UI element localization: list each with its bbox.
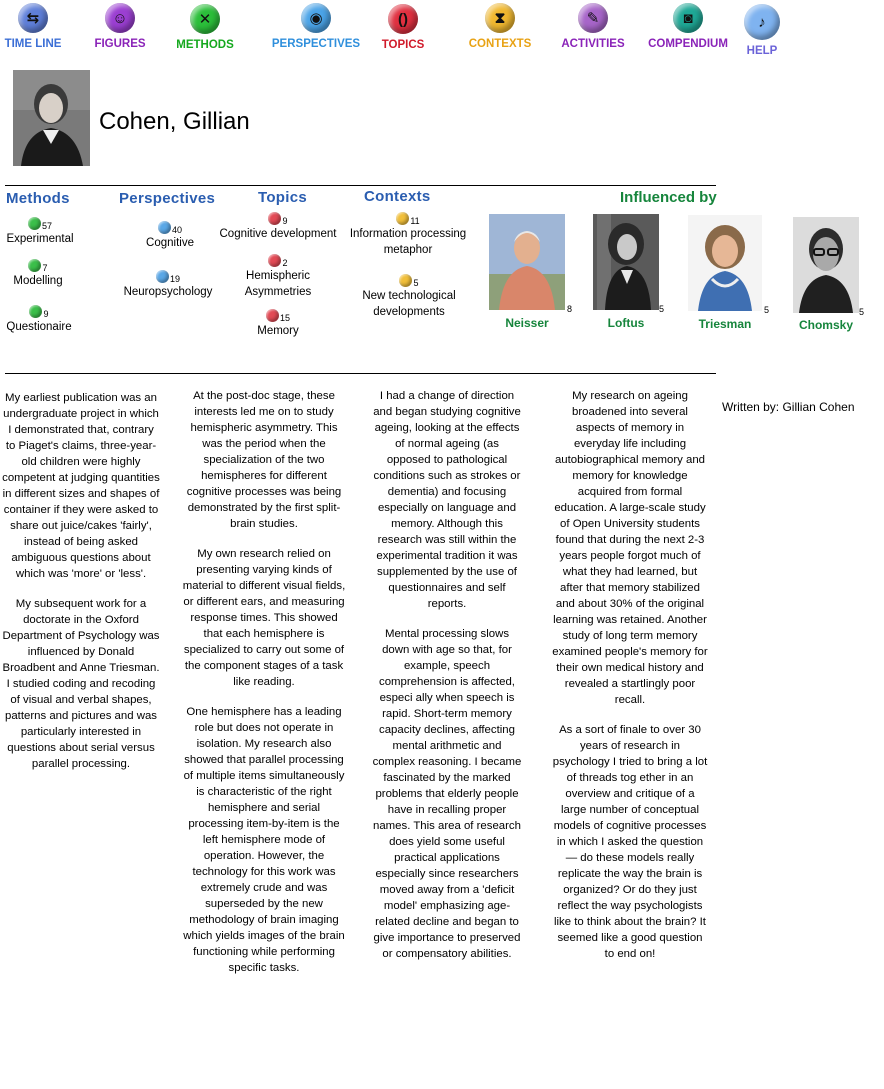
count: 9 (282, 216, 288, 226)
perspective-cognitive[interactable] (130, 218, 210, 251)
paragraph: One hemisphere has a leading role but does not operate in isolation. My research also showed that parallel processing of multiple items simultaneously is characteristic of the right hemisphere and serial processing item-by-item is the left hemisphere mode of operation. However, the technology for this work was extremely crude and was superseded by the new methodology of brain imaging which yields images of the brain functioning while performing specific tasks. (183, 706, 345, 974)
paragraph: At the post-doc stage, these interests led me on to study hemispheric asymmetry. This was the period when the specialization of the two hemispheres for different cognitive processes was being demonstrated by the first split-brain studies. (186, 390, 342, 530)
count: 40 (171, 225, 182, 235)
count: 5 (413, 278, 419, 288)
activities-icon: ✎ (578, 3, 608, 33)
methods-icon (28, 259, 41, 272)
perspective-label: Neuropsychology (123, 286, 213, 298)
nav-label: CONTEXTS (468, 38, 532, 50)
contexts-icon: ⧗ (485, 3, 515, 33)
count: 19 (169, 274, 180, 284)
perspectives-icon (156, 270, 169, 283)
nav-topics[interactable] (377, 4, 429, 51)
nav-timeline[interactable] (4, 3, 62, 50)
topic-cognitive-development[interactable] (210, 209, 346, 242)
nav-label: COMPENDIUM (648, 38, 728, 50)
nav-label: TIME LINE (4, 38, 62, 50)
figures-icon: ☺ (105, 3, 135, 33)
method-label: Questionaire (6, 321, 72, 333)
person-name: Neisser (505, 316, 549, 330)
influenced-title: Influenced by (620, 189, 717, 206)
nav-label: FIGURES (94, 38, 146, 50)
timeline-icon: ⇆ (18, 3, 48, 33)
chomsky-photo (793, 217, 859, 313)
context-label: New technological developments (362, 290, 456, 318)
nav-label: ACTIVITIES (561, 38, 625, 50)
person-name: Chomsky (798, 318, 854, 332)
profile-name: Cohen, Gillian (99, 108, 250, 135)
nav-contexts[interactable] (466, 3, 534, 50)
nav-help[interactable] (738, 4, 786, 57)
count: 5 (764, 305, 770, 315)
count: 8 (567, 304, 573, 314)
context-new-technological[interactable] (350, 271, 468, 320)
paragraph: My research on ageing broadened into several aspects of memory in everyday life including autobiographical memory and memory for knowledge acquired from formal education. A large-scale study of Open University students found that during the next 2-3 years people forgot much of what they had learned, but after that memory stabilized and about 30% of the original learning was retained. Another study of long term memory examined people's memory for their own medical history and revealed a startlingly poor recall. (552, 390, 708, 706)
topics-icon: () (388, 4, 418, 34)
method-label: Modelling (13, 275, 63, 287)
nav-perspectives[interactable] (270, 3, 362, 50)
methods-icon (29, 305, 42, 318)
loftus-photo (593, 214, 659, 310)
triesman-photo (688, 215, 762, 311)
count: 15 (279, 313, 290, 323)
influence-loftus[interactable] (593, 214, 665, 330)
influence-triesman[interactable] (688, 215, 770, 331)
paragraph: Mental processing slows down with age so that, for example, speech comprehension is affected, especi ally when speech is rapid. Short-term memory capacity declines, affecting mental arithmetic and complex reasoning. I became fascinated by the marked problems that elderly people have in recalling proper names. This area of research does yield some useful practical applications especially since researchers moved away from a 'deficit model' emphasizing age-related decline and began to give importance to preserved or compensatory abilities. (372, 628, 522, 960)
topics-icon (266, 309, 279, 322)
help-icon: ♪ (744, 4, 780, 40)
count: 2 (282, 258, 288, 268)
influence-neisser[interactable] (489, 214, 573, 330)
nav-methods[interactable] (174, 4, 236, 51)
paragraph: My earliest publication was an undergraduate project in which I demonstrated that, contrary to Piaget's claims, three-year-old children were highly competent at judging quantities in different sizes and shapes of container if they were asked to share out juice/cakes 'fairly', instead of being asked ambiguous questions about which was 'more' or 'less'. (2, 392, 160, 580)
topics-title: Topics (258, 189, 308, 206)
neisser-photo (489, 214, 565, 310)
text-column-2 (182, 388, 346, 990)
count: 11 (410, 216, 420, 226)
nav-activities[interactable] (558, 3, 628, 50)
nav-label: HELP (746, 45, 778, 57)
topic-label: Memory (257, 325, 299, 337)
perspective-neuropsychology[interactable] (112, 267, 224, 300)
perspective-label: Cognitive (146, 237, 194, 249)
text-column-3 (372, 388, 522, 976)
topic-label: Cognitive development (219, 228, 337, 240)
contexts-title: Contexts (364, 188, 431, 205)
count: 9 (43, 309, 49, 319)
count: 5 (659, 304, 665, 314)
methods-icon: ✕ (190, 4, 220, 34)
context-information-processing[interactable] (344, 209, 472, 258)
paragraph: My subsequent work for a doctorate in the Oxford Department of Psychology was influenced by Donald Broadbent and Anne Triesman. I studied coding and recoding of visual and verbal shapes, patterns and pictures and was particularly interested in questions about serial versus parallel processing. (2, 598, 160, 770)
text-column-1 (2, 390, 160, 786)
count: 5 (859, 307, 865, 317)
profile-photo (13, 70, 90, 166)
topic-memory[interactable] (248, 306, 308, 339)
perspectives-icon: ◉ (301, 3, 331, 33)
influence-chomsky[interactable] (793, 217, 865, 332)
method-modelling[interactable] (0, 256, 76, 289)
context-label: Information processing metaphor (349, 228, 467, 256)
count: 57 (41, 221, 52, 231)
person-name: Loftus (607, 316, 645, 330)
topics-icon (268, 254, 281, 267)
nav-label: PERSPECTIVES (271, 38, 361, 50)
paragraph: My own research relied on presenting varying kinds of material to different visual fields, or different ears, and measuring response times. This showed that each hemisphere is specialized to carry out some of the component stages of a task like reading. (182, 548, 346, 688)
author-credit: Written by: Gillian Cohen (722, 400, 855, 414)
paragraph: I had a change of direction and began studying cognitive ageing, looking at the effects of normal ageing (as opposed to pathological conditions such as strokes or dementia) and focusing especially on language and memory. Although this research was still within the experimental tradition it was supplemented by the use of questionnaires and self reports. (373, 390, 521, 610)
topic-hemispheric-asymmetries[interactable] (236, 251, 320, 300)
methods-title: Methods (6, 190, 70, 207)
contexts-icon (399, 274, 412, 287)
person-name: Triesman (698, 317, 752, 331)
method-questionaire[interactable] (0, 302, 78, 335)
method-experimental[interactable] (0, 214, 80, 247)
divider (5, 185, 716, 186)
divider (5, 373, 716, 374)
compendium-icon: ◙ (673, 3, 703, 33)
topic-label: Hemispheric Asymmetries (244, 270, 312, 298)
method-label: Experimental (6, 233, 74, 245)
perspectives-icon (158, 221, 171, 234)
count: 7 (42, 263, 48, 273)
perspectives-title: Perspectives (119, 190, 216, 207)
methods-icon (28, 217, 41, 230)
text-column-4 (552, 388, 708, 976)
nav-compendium[interactable] (645, 3, 731, 50)
nav-label: TOPICS (381, 39, 425, 51)
contexts-icon (396, 212, 409, 225)
nav-label: METHODS (176, 39, 234, 51)
nav-figures[interactable] (92, 3, 148, 50)
topics-icon (268, 212, 281, 225)
paragraph: As a sort of finale to over 30 years of research in psychology I tried to bring a lot of threads tog ether in an overview and critique of a large number of conceptual models of cognitive processes in which I asked the question — do these models really replicate the way the brain is organized? Or do they just reflect the way psychologists like to think about the brain? It seemed like a good question to end on! (552, 724, 708, 960)
